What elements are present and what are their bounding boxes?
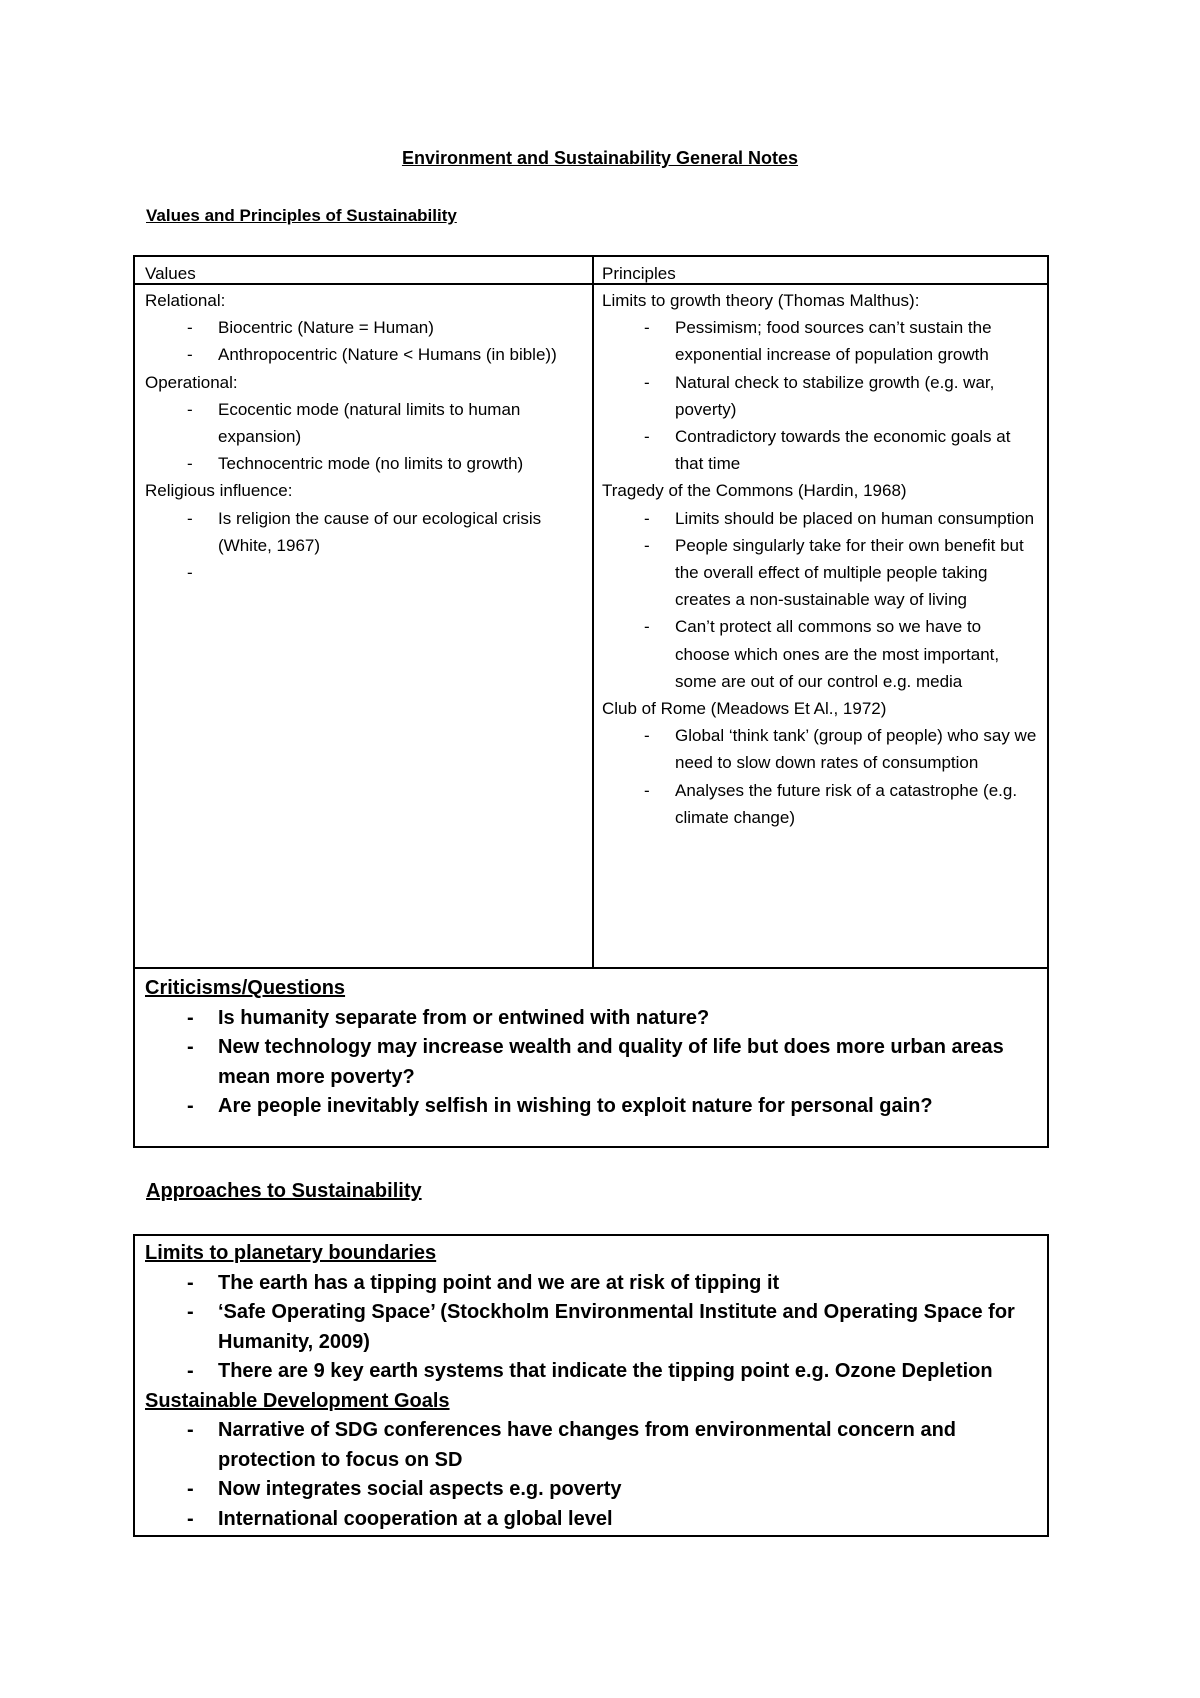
table-criticisms-divider [135,967,1047,969]
principles-group-title: Club of Rome (Meadows Et Al., 1972) [602,699,887,719]
list-item: - The earth has a tipping point and we are at risk of tipping it [145,1269,1045,1299]
approaches-cell [145,1239,1045,1534]
list-item: - New technology may increase wealth and quality of life but does more urban areas mean more poverty? [145,1033,1045,1092]
list-item: - Is humanity separate from or entwined with nature? [145,1004,1045,1034]
list-item: - Ecocentic mode (natural limits to human expansion) [145,396,575,450]
criticisms-list [145,1004,1045,1122]
list-item: - Anthropocentric (Nature < Humans (in bible)) [145,341,575,368]
principles-cell [602,287,1038,831]
principles-group-list [602,722,1038,831]
list-item: - Analyses the future risk of a catastrophe (e.g. climate change) [602,777,1038,831]
values-group-title: Operational: [145,372,238,392]
list-item: - Are people inevitably selfish in wishing to exploit nature for personal gain? [145,1092,1045,1122]
values-group-title: Relational: [145,291,226,310]
principles-group-list [602,314,1038,477]
values-group-list [145,314,575,368]
column-header-principles: Principles [602,264,676,283]
list-item: - ‘Safe Operating Space’ (Stockholm Environmental Institute and Operating Space for Humanity, 2009) [145,1298,1045,1357]
list-item: - Global ‘think tank’ (group of people) who say we need to slow down rates of consumption [602,722,1038,776]
list-item: - Technocentric mode (no limits to growth) [145,450,575,477]
principles-group-title: Tragedy of the Commons (Hardin, 1968) [602,481,907,501]
values-principles-table [133,255,1049,1148]
approach-heading-planetary-boundaries: Limits to planetary boundaries [145,1242,437,1264]
list-item: - Can’t protect all commons so we have to choose which ones are the most important, some are out of our control e.g. media [602,613,1038,695]
list-item: - Narrative of SDG conferences have changes from environmental concern and protection to focus on SD [145,1416,1045,1475]
list-item: - Natural check to stabilize growth (e.g. war, poverty) [602,369,1038,423]
approaches-box [133,1234,1049,1537]
principles-group-list [602,505,1038,695]
criticisms-heading: Criticisms/Questions [145,977,346,999]
values-group-list [145,505,575,587]
list-item: - International cooperation at a global level [145,1505,1045,1535]
table-header-divider [135,283,1047,285]
column-header-values: Values [145,264,196,283]
list-item: - Pessimism; food sources can’t sustain the exponential increase of population growth [602,314,1038,368]
approach-heading-sdg: Sustainable Development Goals [145,1389,450,1412]
list-item: - Limits should be placed on human consumption [602,505,1038,532]
list-item: - Is religion the cause of our ecological crisis (White, 1967) [145,505,575,559]
page-title: Environment and Sustainability General Notes [401,148,799,168]
approach-list [145,1269,1045,1387]
list-item: - Biocentric (Nature = Human) [145,314,575,341]
list-item: - Contradictory towards the economic goals at that time [602,423,1038,477]
principles-group-title: Limits to growth theory (Thomas Malthus): [602,291,920,310]
values-group-title: Religious influence: [145,481,293,501]
list-item: - There are 9 key earth systems that indicate the tipping point e.g. Ozone Depletion [145,1357,1045,1387]
list-item: - Now integrates social aspects e.g. poverty [145,1475,1045,1505]
list-item: - People singularly take for their own benefit but the overall effect of multiple people taking creates a non-sustainable way of living [602,532,1038,614]
section-heading-approaches: Approaches to Sustainability [146,1180,422,1202]
table-column-divider [592,257,594,969]
approach-list [145,1416,1045,1534]
values-cell [145,287,575,586]
list-item-empty [145,559,575,586]
section-heading-values-principles: Values and Principles of Sustainability [146,206,457,225]
criticisms-cell [145,974,1045,1122]
values-group-list [145,396,575,478]
